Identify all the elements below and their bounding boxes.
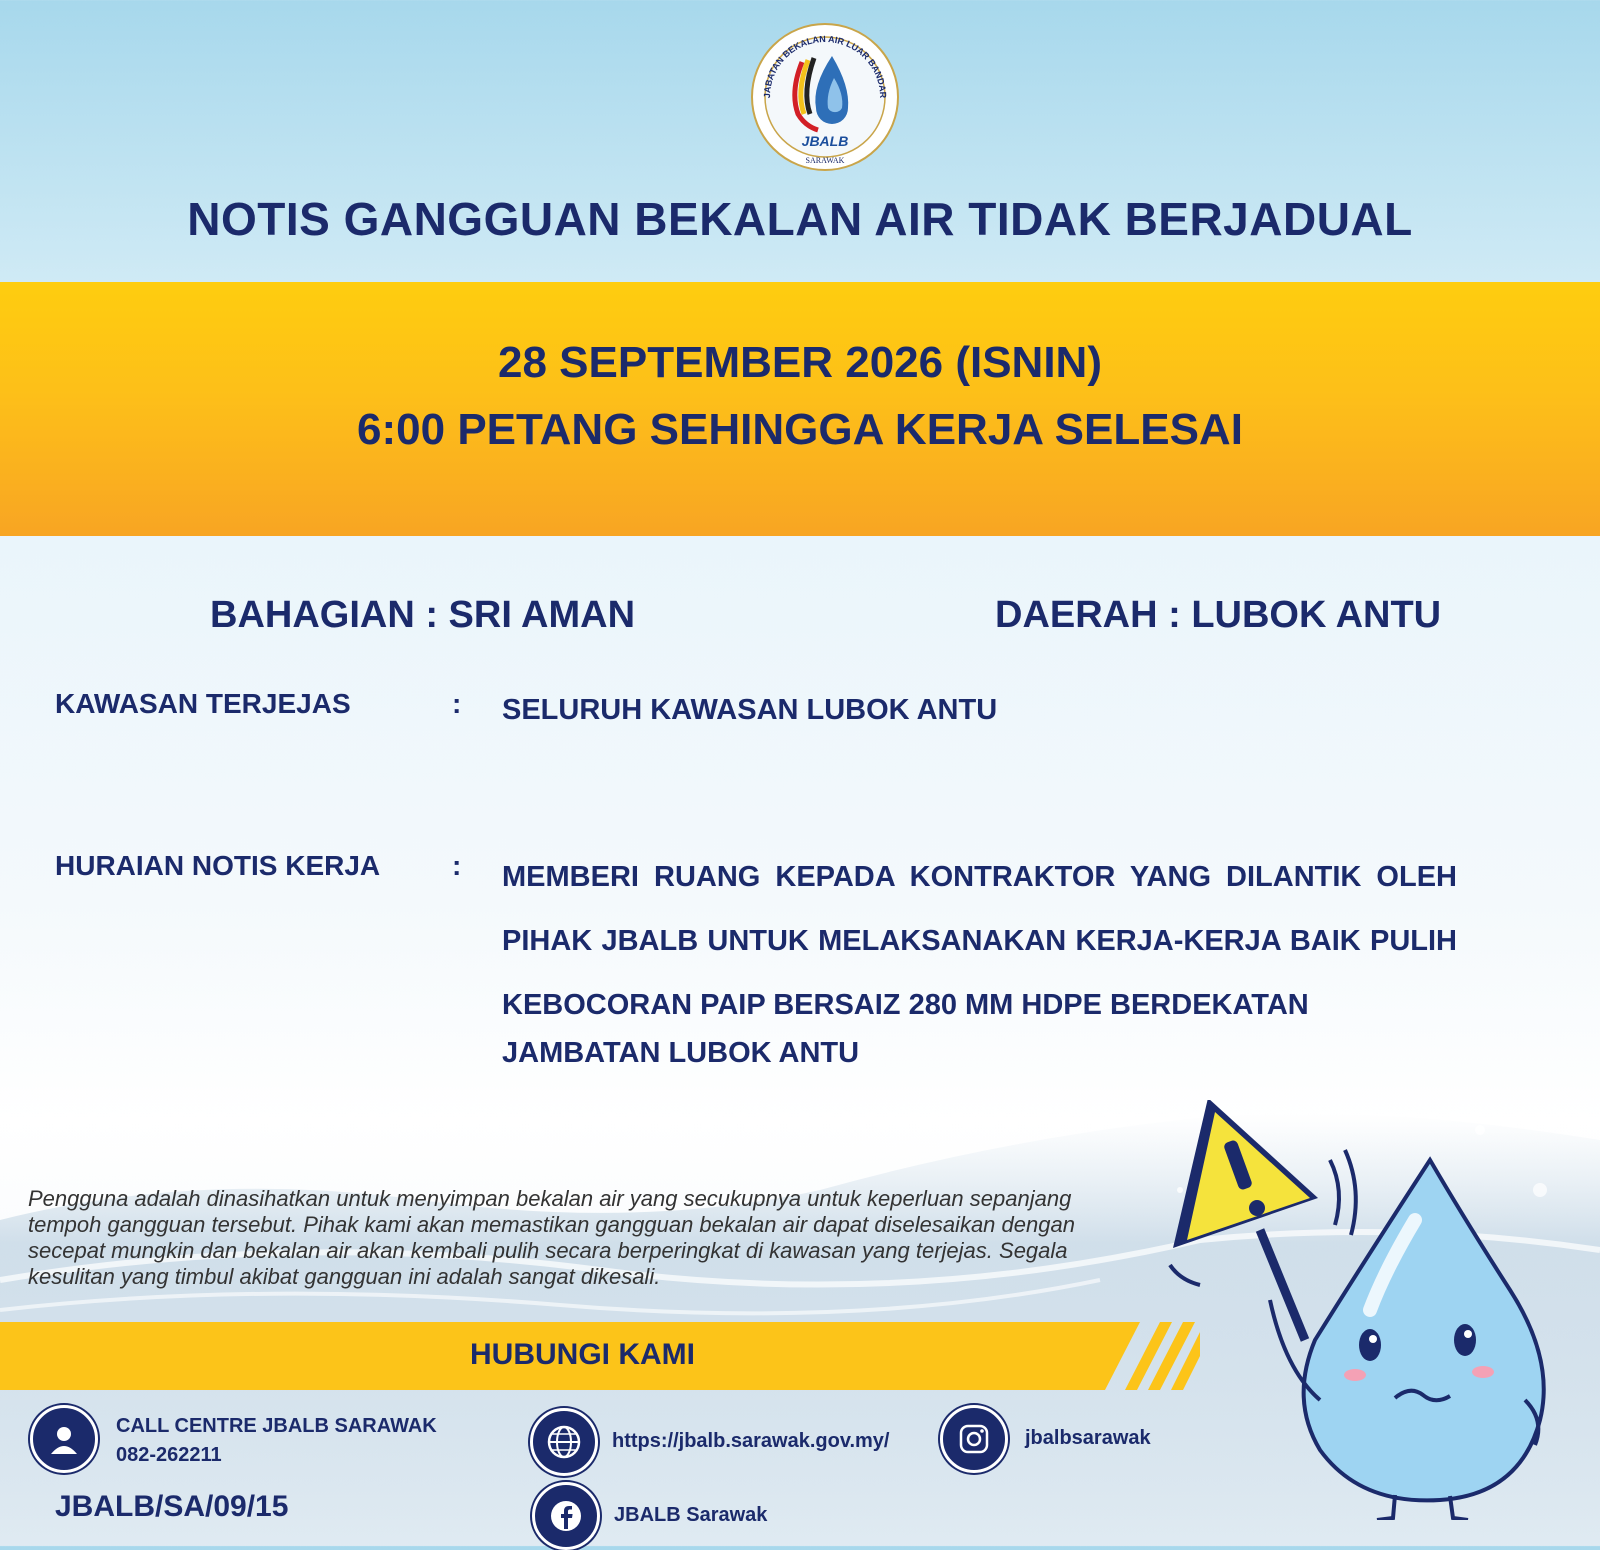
- facebook-icon: [532, 1482, 600, 1550]
- desc-value: MEMBERI RUANG KEPADA KONTRAKTOR YANG DILANTIK OLEH PIHAK JBALB UNTUK MELAKSANAKAN KERJA-KERJA BAIK PULIH KEBOCORAN PAIP BERSAIZ 280 MM HDPE BERDEKATAN: [502, 861, 1457, 1021]
- desc-colon: :: [452, 850, 462, 881]
- daerah-label: DAERAH : LUBOK ANTU: [995, 594, 1442, 636]
- logo-ring-top: JABATAN BEKALAN AIR LUAR BANDAR: [761, 33, 889, 99]
- warning-sign-icon: [1170, 1100, 1356, 1340]
- facebook-page[interactable]: JBALB Sarawak: [614, 1504, 768, 1526]
- desc-value-last: JAMBATAN LUBOK ANTU: [502, 1037, 860, 1069]
- call-centre-phone[interactable]: 082-262211: [116, 1444, 222, 1466]
- area-label: KAWASAN TERJEJAS: [55, 688, 351, 719]
- instagram-icon: [940, 1405, 1008, 1473]
- instagram-handle[interactable]: jbalbsarawak: [1025, 1427, 1151, 1449]
- area-value: SELURUH KAWASAN LUBOK ANTU: [502, 694, 998, 726]
- schedule-time: 6:00 PETANG SEHINGGA KERJA SELESAI: [357, 405, 1243, 454]
- logo-name: JBALB: [801, 133, 849, 149]
- contact-heading: HUBUNGI KAMI: [470, 1338, 695, 1371]
- desc-label: HURAIAN NOTIS KERJA: [55, 850, 381, 881]
- notice-title: NOTIS GANGGUAN BEKALAN AIR TIDAK BERJADUAL: [187, 193, 1413, 245]
- schedule-date: 28 SEPTEMBER 2026 (ISNIN): [498, 338, 1102, 387]
- water-drop-mascot-icon: [1165, 1100, 1585, 1520]
- call-centre-label: CALL CENTRE JBALB SARAWAK: [116, 1415, 437, 1437]
- globe-icon: [530, 1408, 598, 1476]
- area-colon: :: [452, 688, 462, 719]
- reference-code: JBALB/SA/09/15: [55, 1490, 289, 1523]
- person-icon: [30, 1405, 98, 1473]
- jbalb-logo: [750, 22, 900, 172]
- website-link[interactable]: https://jbalb.sarawak.gov.my/: [612, 1430, 890, 1452]
- advice-text: Pengguna adalah dinasihatkan untuk menyimpan bekalan air yang secukupnya untuk keperluan sepanjang tempoh gangguan tersebut. Pihak kami akan memastikan gangguan bekalan air dapat diselesaikan dengan secepat mungkin dan bekalan air akan kembali pulih secara berperingkat di kawasan yang terjejas. Segala kesulitan yang timbul akibat gangguan ini adalah sangat dikesali.: [28, 1186, 1075, 1289]
- logo-ring-bottom: SARAWAK: [805, 156, 845, 165]
- bahagian-label: BAHAGIAN : SRI AMAN: [210, 594, 636, 636]
